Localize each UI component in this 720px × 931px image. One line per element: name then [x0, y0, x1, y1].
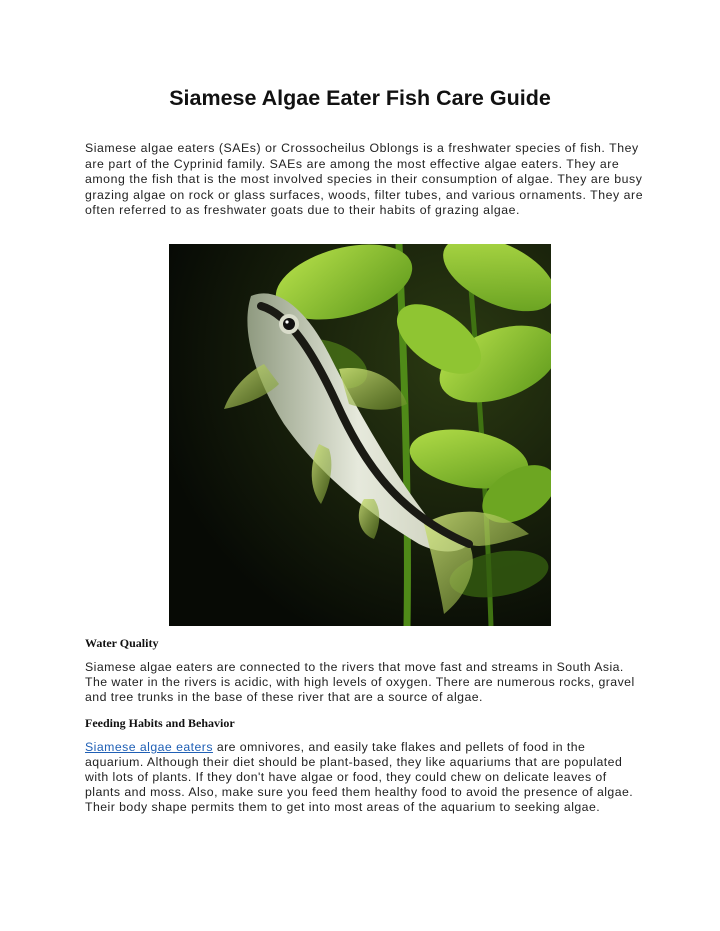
section-heading-feeding-habits: Feeding Habits and Behavior [85, 716, 235, 730]
siamese-algae-eaters-link[interactable]: Siamese algae eaters [85, 740, 213, 754]
intro-paragraph: Siamese algae eaters (SAEs) or Crossocheilus Oblongs is a freshwater species of fish. They are part of the Cyprinid family. SAEs are among the most effective algae eaters. They are among the fish that is the most involved species in their consumption of algae. They are busy grazing algae on rock or glass surfaces, woods, filter tubes, and various ornaments. They are often referred to as freshwater goats due to their habits of grazing algae. [85, 141, 644, 218]
section-heading-water-quality: Water Quality [85, 636, 159, 650]
water-quality-paragraph: Siamese algae eaters are connected to the rivers that move fast and streams in South Asia. The water in the rivers is acidic, with high levels of oxygen. There are numerous rocks, gravel and tree trunks in the base of these river that are a source of algae. [85, 660, 635, 704]
fish-photo [169, 244, 551, 626]
feeding-habits-paragraph [85, 740, 645, 815]
page-title: Siamese Algae Eater Fish Care Guide [169, 86, 551, 110]
feeding-habits-text: are omnivores, and easily take flakes and pellets of food in the aquarium. Although their diet should be plant-based, they like aquariums that are populated with lots of plants. If they don't have algae or food, they could chew on delicate leaves of plants and moss. Also, make sure you feed them healthy food to avoid the presence of algae. Their body shape permits them to get into most areas of the aquarium to seeking algae. [85, 740, 634, 814]
